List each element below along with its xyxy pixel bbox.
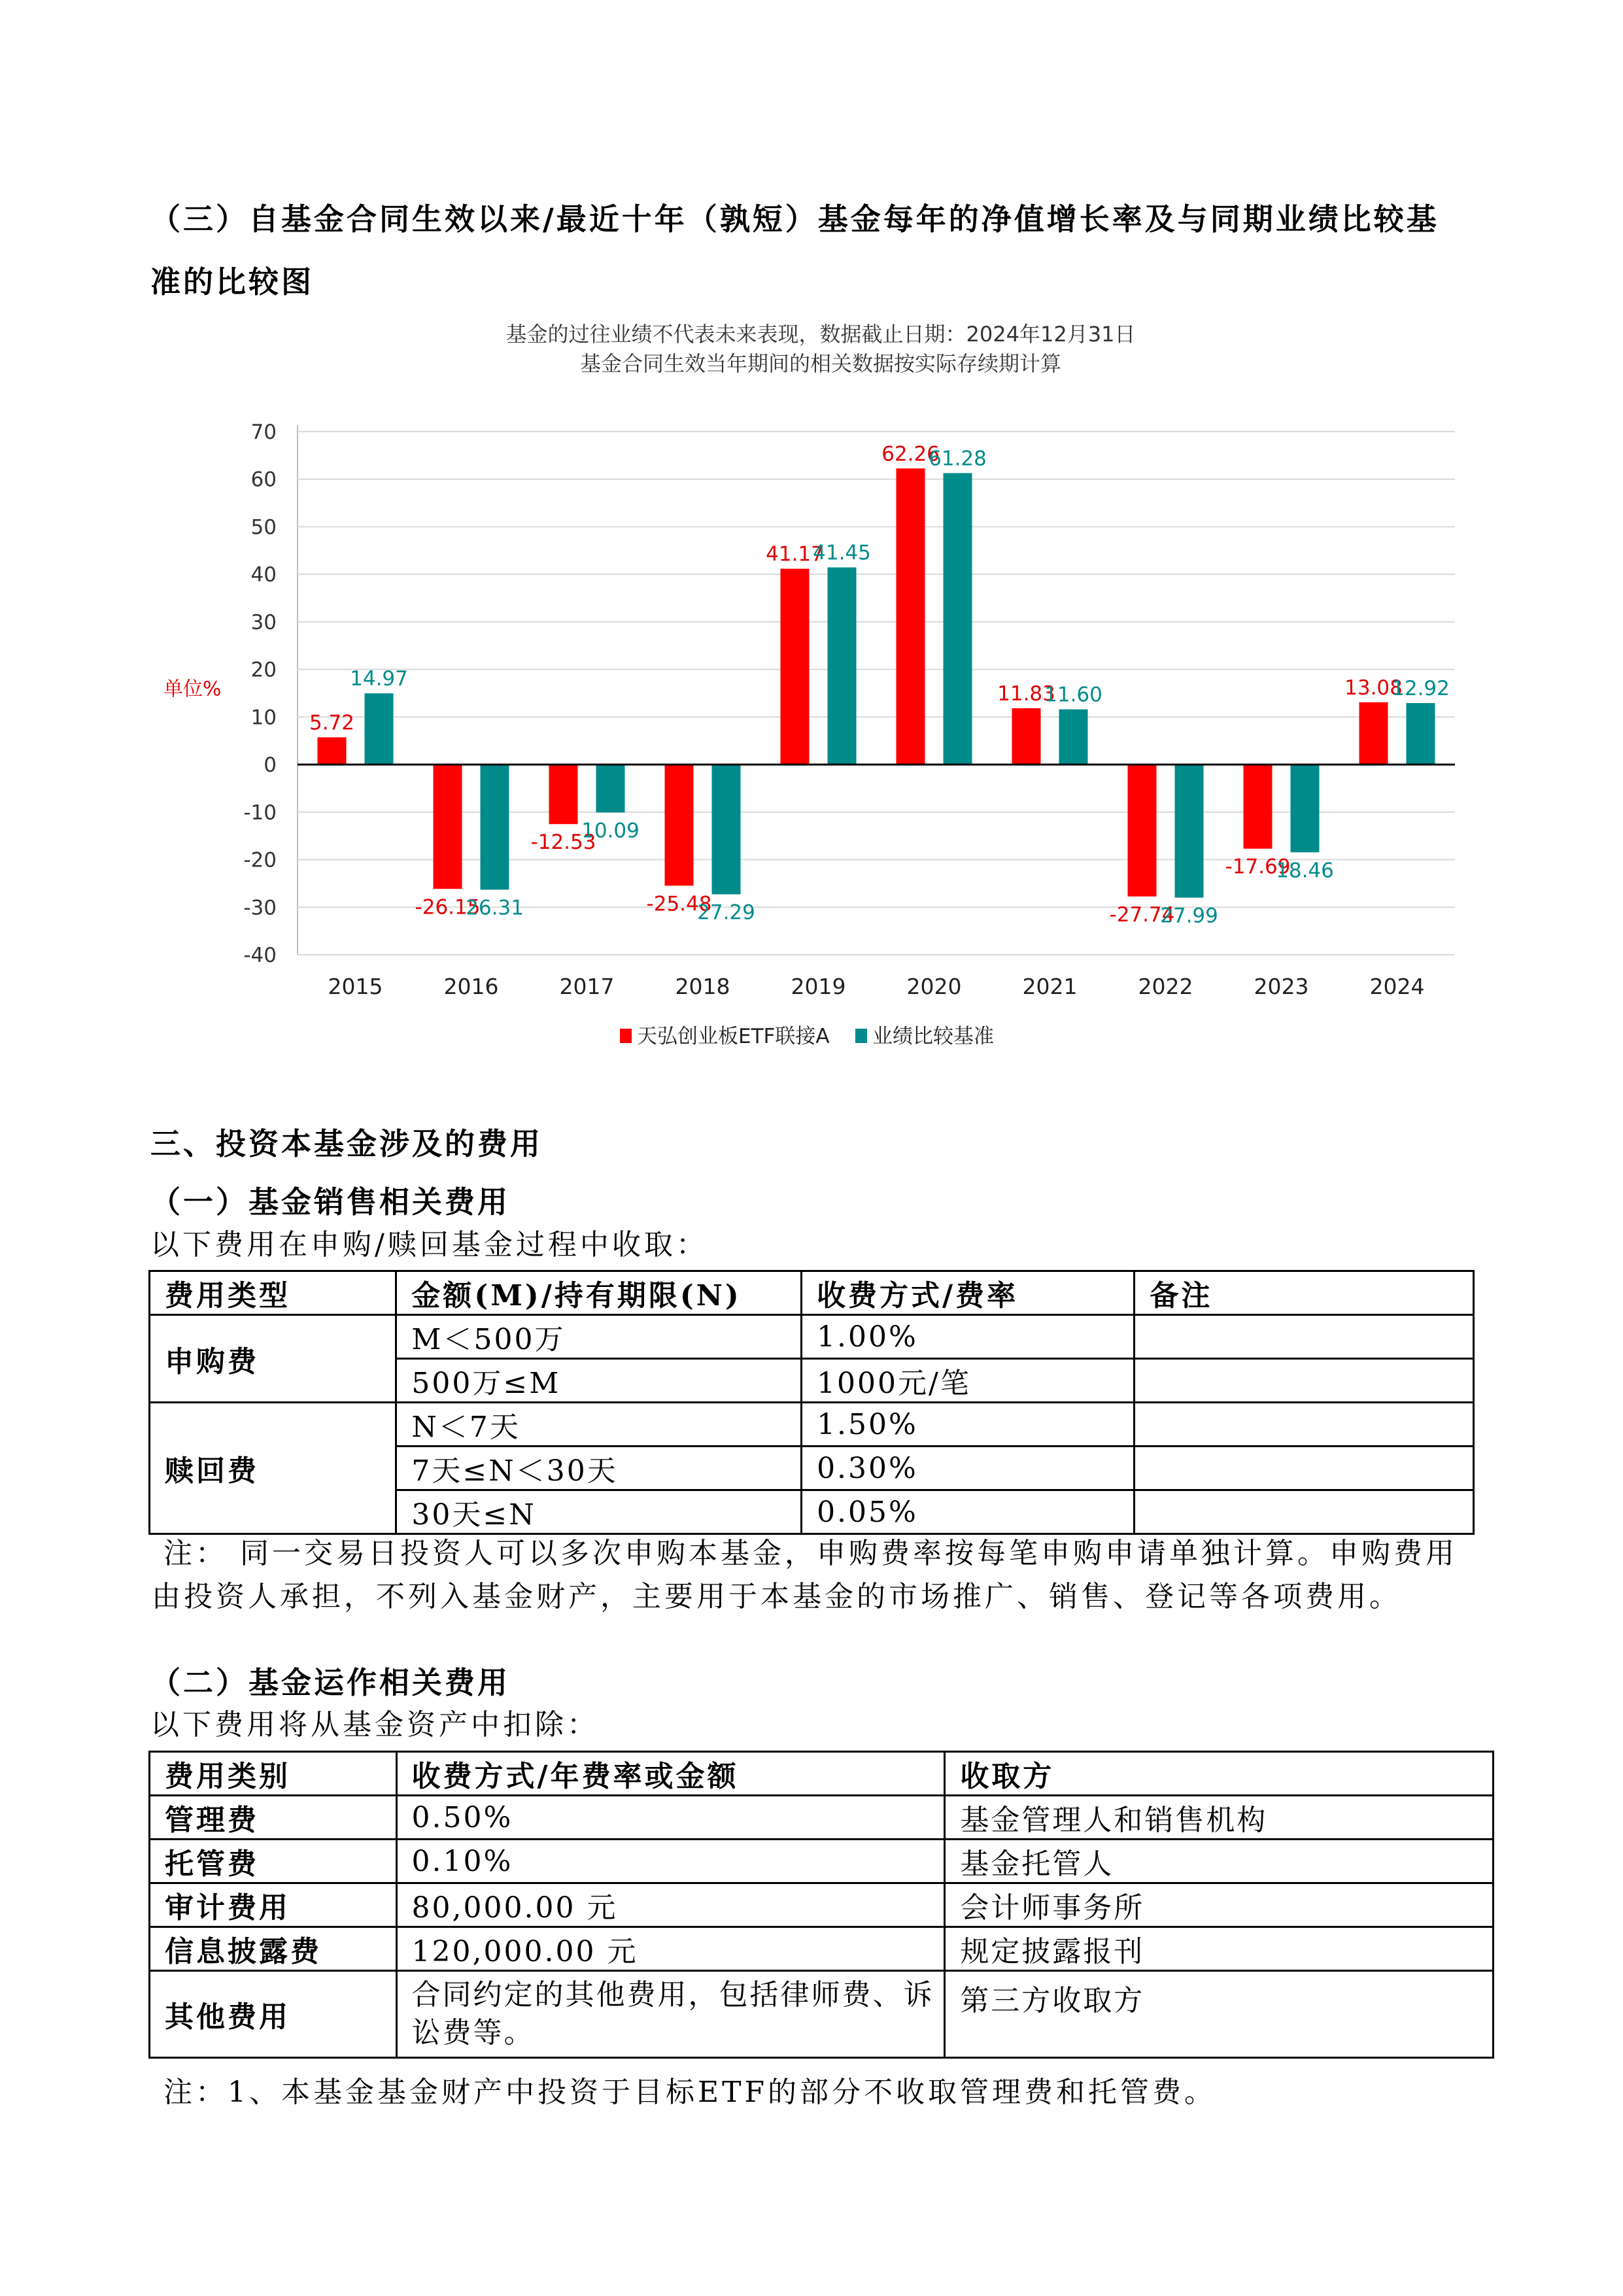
rate-cell: 0.30%	[802, 1447, 1135, 1490]
x-tick-label: 2023	[1254, 974, 1309, 999]
y-tick-label: 70	[250, 420, 277, 444]
fee-rate-cell: 合同约定的其他费用，包括律师费、诉讼费等。	[396, 1971, 945, 2058]
x-tick-label: 2019	[791, 974, 846, 999]
fund-bar	[1128, 764, 1157, 897]
fee-rate-cell: 80,000.00 元	[396, 1883, 945, 1927]
fee-payee-cell: 基金管理人和销售机构	[945, 1796, 1494, 1840]
fund-data-label: 11.83	[997, 682, 1055, 706]
benchmark-data-label: 18.46	[1276, 859, 1334, 883]
y-tick-label: 60	[250, 468, 277, 492]
benchmark-data-label: 11.60	[1044, 683, 1102, 707]
sales-fee-note-line1: 注： 同一交易日投资人可以多次申购本基金，申购费率按每笔申购申请单独计算。申购费用	[163, 1537, 1458, 1570]
y-tick-label: -20	[243, 848, 277, 872]
fund-bar	[897, 468, 925, 764]
table-row	[150, 1840, 1494, 1883]
table-row	[150, 1403, 1474, 1447]
rate-cell: 1.00%	[802, 1315, 1135, 1359]
condition-cell: M＜500万	[396, 1315, 802, 1359]
fees-section-title: 三、投资本基金涉及的费用	[150, 1126, 543, 1161]
rate-cell: 1000元/笔	[802, 1359, 1135, 1403]
header-fee-type: 费用类型	[150, 1271, 396, 1315]
fee-payee-cell: 第三方收取方	[945, 1971, 1494, 2058]
benchmark-bar	[1407, 703, 1435, 764]
fund-data-label: -12.53	[530, 831, 596, 855]
note-cell	[1135, 1315, 1474, 1359]
y-tick-label: 30	[250, 610, 277, 634]
legend-label-fund: 天弘创业板ETF联接A	[637, 1025, 830, 1048]
chart-section-title-line1: （三）自基金合同生效以来/最近十年（孰短）基金每年的净值增长率及与同期业绩比较基	[150, 201, 1439, 237]
operation-fee-note: 注：1、本基金基金财产中投资于目标ETF的部分不收取管理费和托管费。	[163, 2076, 1216, 2109]
y-tick-label: -30	[243, 896, 277, 920]
legend-swatch-benchmark	[855, 1029, 867, 1043]
benchmark-bar	[596, 764, 625, 812]
benchmark-data-label: 27.29	[697, 900, 755, 925]
fund-data-label: 41.17	[766, 542, 824, 566]
fee-rate-cell: 0.50%	[396, 1796, 945, 1840]
y-tick-label: -40	[243, 944, 277, 967]
x-tick-label: 2020	[906, 974, 962, 999]
note-cell	[1135, 1490, 1474, 1534]
benchmark-bar	[828, 568, 857, 764]
x-tick-label: 2022	[1138, 974, 1193, 999]
fee-type-cell: 信息披露费	[150, 1927, 397, 1971]
fee-type-cell: 其他费用	[150, 1971, 397, 2058]
rate-cell: 1.50%	[802, 1403, 1135, 1447]
fund-data-label: 62.26	[881, 442, 940, 466]
y-tick-label: -10	[243, 800, 277, 825]
sales-fees-intro: 以下费用在申购/赎回基金过程中收取：	[150, 1228, 708, 1261]
condition-cell: N＜7天	[396, 1403, 802, 1447]
y-tick-label: 20	[250, 658, 277, 682]
y-tick-label: 40	[250, 563, 277, 587]
x-tick-label: 2018	[675, 974, 730, 999]
fund-data-label: -25.48	[646, 892, 712, 916]
fund-data-label: -17.69	[1225, 855, 1291, 879]
fund-data-label: 13.08	[1344, 676, 1403, 700]
note-cell	[1135, 1447, 1474, 1490]
fund-bar	[1359, 702, 1388, 764]
table-row	[150, 1315, 1474, 1359]
redemption-fee-label: 赎回费	[150, 1403, 396, 1534]
benchmark-bar	[712, 764, 741, 894]
table-header-row	[150, 1752, 1494, 1796]
note-cell	[1135, 1359, 1474, 1403]
condition-cell: 7天≤N＜30天	[396, 1447, 802, 1490]
benchmark-data-label: 27.99	[1160, 904, 1218, 928]
sales-fee-note-line2: 由投资人承担，不列入基金财产，主要用于本基金的市场推广、销售、登记等各项费用。	[152, 1580, 1401, 1613]
chart-section-title-line2: 准的比较图	[150, 264, 314, 300]
benchmark-data-label: 41.45	[813, 541, 871, 565]
table-row	[150, 1883, 1494, 1927]
fee-type-cell: 审计费用	[150, 1883, 397, 1927]
sales-fees-title: （一）基金销售相关费用	[150, 1184, 510, 1220]
benchmark-bar	[365, 693, 394, 764]
y-axis-label: 单位%	[163, 677, 222, 701]
fund-bar	[781, 569, 810, 764]
fund-bar	[665, 764, 694, 885]
header-note: 备注	[1135, 1271, 1474, 1315]
benchmark-bar	[1291, 764, 1320, 852]
fee-rate-cell: 0.10%	[396, 1840, 945, 1883]
legend-swatch-fund	[620, 1029, 632, 1043]
fee-payee-cell: 会计师事务所	[945, 1883, 1494, 1927]
benchmark-bar	[944, 473, 972, 764]
x-tick-label: 2017	[559, 974, 615, 999]
x-tick-label: 2016	[443, 974, 499, 999]
header-payee: 收取方	[945, 1752, 1494, 1796]
fund-bar	[1012, 708, 1041, 764]
table-row	[150, 1796, 1494, 1840]
header-rate: 收费方式/费率	[802, 1271, 1135, 1315]
operation-fee-table	[148, 1751, 1494, 2059]
y-tick-label: 0	[264, 753, 277, 778]
y-tick-label: 10	[250, 706, 277, 730]
fund-data-label: -26.15	[415, 895, 481, 919]
header-fee-category: 费用类别	[150, 1752, 397, 1796]
benchmark-bar	[1175, 764, 1204, 898]
fee-type-cell: 托管费	[150, 1840, 397, 1883]
chart-subtitle: 基金合同生效当年期间的相关数据按实际存续期计算	[579, 351, 1062, 376]
table-header-row	[150, 1271, 1474, 1315]
benchmark-data-label: 61.28	[929, 447, 987, 471]
condition-cell: 500万≤M	[396, 1359, 802, 1403]
fee-payee-cell: 规定披露报刊	[945, 1927, 1494, 1971]
fund-data-label: 5.72	[309, 711, 355, 735]
fund-bar	[434, 764, 462, 889]
subscription-fee-label: 申购费	[150, 1315, 396, 1403]
benchmark-data-label: 14.97	[350, 667, 408, 691]
operation-fees-intro: 以下费用将从基金资产中扣除：	[150, 1708, 599, 1741]
fee-rate-cell: 120,000.00 元	[396, 1927, 945, 1971]
fund-data-label: -27.74	[1109, 902, 1175, 927]
benchmark-data-label: 12.92	[1392, 677, 1450, 701]
operation-fees-title: （二）基金运作相关费用	[150, 1665, 510, 1700]
note-cell	[1135, 1403, 1474, 1447]
header-amount-period: 金额(M)/持有期限(N)	[396, 1271, 802, 1315]
table-row	[150, 1971, 1494, 2058]
x-tick-label: 2024	[1369, 974, 1425, 999]
table-row	[150, 1927, 1494, 1971]
performance-bar-chart	[150, 314, 1491, 1066]
fee-type-cell: 管理费	[150, 1796, 397, 1840]
sales-fee-table	[148, 1270, 1475, 1535]
rate-cell: 0.05%	[802, 1490, 1135, 1534]
legend-label-benchmark: 业绩比较基准	[872, 1025, 994, 1048]
benchmark-bar	[481, 764, 509, 889]
header-rate-amount: 收费方式/年费率或金额	[396, 1752, 945, 1796]
benchmark-data-label: 26.31	[466, 896, 524, 920]
fund-bar	[549, 764, 578, 824]
fund-bar	[318, 737, 347, 764]
benchmark-bar	[1059, 710, 1088, 764]
x-tick-label: 2015	[328, 974, 383, 999]
condition-cell: 30天≤N	[396, 1490, 802, 1534]
fee-payee-cell: 基金托管人	[945, 1840, 1494, 1883]
chart-title: 基金的过往业绩不代表未来表现，数据截止日期：2024年12月31日	[505, 322, 1136, 347]
benchmark-data-label: 10.09	[581, 819, 640, 843]
x-tick-label: 2021	[1022, 974, 1078, 999]
y-tick-label: 50	[250, 515, 277, 540]
fund-bar	[1244, 764, 1273, 849]
